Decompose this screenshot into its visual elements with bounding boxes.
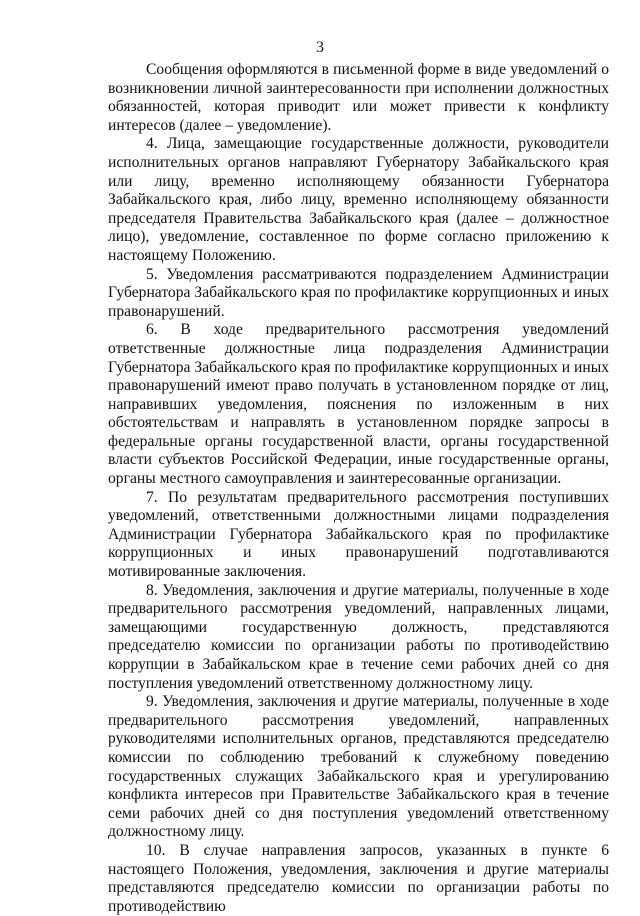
paragraph-8: 8. Уведомления, заключения и другие материалы, полученные в ходе предварительного рассмотрения уведомлений, направленных лицами, замещающими государственную должность, представляются председателю комиссии по организации работы по противодействию коррупции в Забайкальском крае в течение семи рабочих дней со дня поступления уведомлений ответственному должностному лицу. xyxy=(108,581,609,692)
document-body xyxy=(108,61,609,916)
paragraph-4: 4. Лица, замещающие государственные должности, руководители исполнительных органов направляют Губернатору Забайкальского края или лицу, временно исполняющему обязанности Губернатора Забайкальского края, либо лицу, временно исполняющему обязанности председателя Правительства Забайкальского края (далее – должностное лицо), уведомление, составленное по форме согласно приложению к настоящему Положению. xyxy=(108,135,609,264)
paragraph-10: 10. В случае направления запросов, указанных в пункте 6 настоящего Положения, уведомления, заключения и другие материалы представляются председателю комиссии по организации работы по противодействию xyxy=(108,841,609,915)
paragraph-9: 9. Уведомления, заключения и другие материалы, полученные в ходе предварительного рассмотрения уведомлений, направленных руководителями исполнительных органов, представляются председателю комиссии по соблюдению требований к служебному поведению государственных служащих Забайкальского края и урегулированию конфликта интересов при Правительстве Забайкальского края в течение семи рабочих дней со дня поступления уведомлений ответственному должностному лицу. xyxy=(108,693,609,841)
page-number: 3 xyxy=(316,39,324,56)
paragraph-6: 6. В ходе предварительного рассмотрения уведомлений ответственные должностные лица подразделения Администрации Губернатора Забайкальского края по профилактике коррупционных и иных правонарушений имеют право получать в установленном порядке от лиц, направивших уведомления, пояснения по изложенным в них обстоятельствам и направлять в установленном порядке запросы в федеральные органы государственной власти, органы государственной власти субъектов Российской Федерации, иные государственные органы, органы местного самоуправления и заинтересованные организации. xyxy=(108,321,609,488)
paragraph-7: 7. По результатам предварительного рассмотрения поступивших уведомлений, ответственными должностными лицами подразделения Администрации Губернатора Забайкальского края по профилактике коррупционных и иных правонарушений подготавливаются мотивированные заключения. xyxy=(108,488,609,581)
paragraph-intro: Сообщения оформляются в письменной форме в виде уведомлений о возникновении личной заинтересованности при исполнении должностных обязанностей, которая приводит или может привести к конфликту интересов (далее – уведомление). xyxy=(108,61,609,134)
paragraph-5: 5. Уведомления рассматриваются подразделением Администрации Губернатора Забайкальского края по профилактике коррупционных и иных правонарушений. xyxy=(108,265,609,320)
